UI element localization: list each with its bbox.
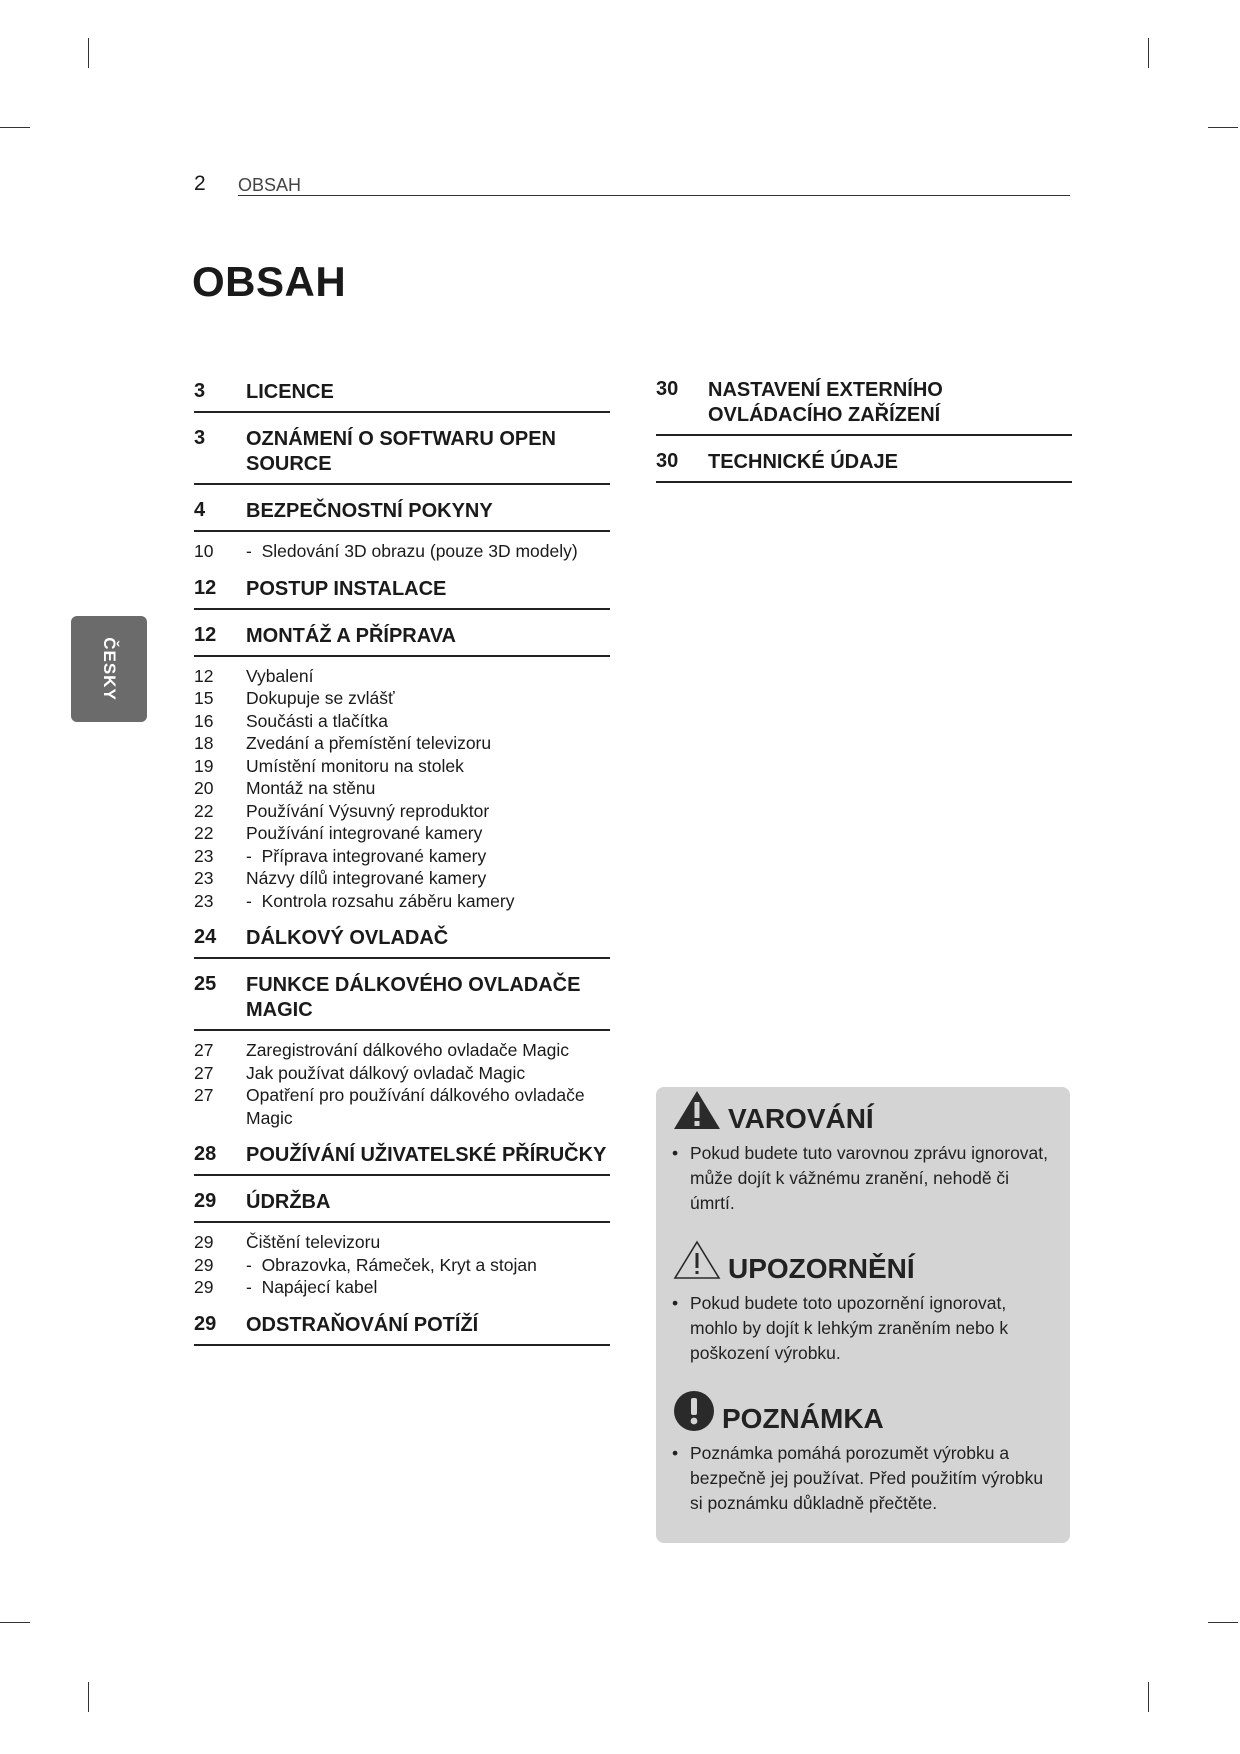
toc-subitem[interactable]: [194, 777, 610, 800]
toc-subitem-title: - Sledování 3D obrazu (pouze 3D modely): [246, 540, 610, 563]
toc-subitem[interactable]: [194, 1084, 610, 1129]
toc-section-heading[interactable]: [194, 499, 610, 532]
toc-subitem-page-number: 20: [194, 778, 214, 798]
toc-subitem-title: Zvedání a přemístění televizoru: [246, 733, 492, 753]
toc-section-title: NASTAVENÍ EXTERNÍHO OVLÁDACÍHO ZAŘÍZENÍ: [708, 379, 943, 426]
toc-subitem-page-number: 27: [194, 1040, 214, 1060]
language-tab: [71, 616, 147, 722]
toc-subitem[interactable]: [194, 1231, 610, 1254]
toc-subitem-title: Opatření pro používání dálkového ovladače Magic: [246, 1085, 585, 1128]
toc-section-page-number: 3: [194, 427, 206, 449]
language-tab-label: ČESKY: [100, 637, 119, 701]
toc-subitem-page-number: 10: [194, 541, 214, 561]
warning-text: • Pokud budete tuto varovnou zprávu ignorovat, může dojít k vážnému zranění, nehodě či úmrtí.: [672, 1141, 1056, 1216]
toc-section: [194, 1313, 610, 1346]
toc-subitem-list: [194, 665, 610, 913]
toc-section-title: BEZPEČNOSTNÍ POKYNY: [246, 500, 493, 522]
warning-triangle-filled-icon: [672, 1089, 722, 1131]
toc-subitem-title: - Obrazovka, Rámeček, Kryt a stojan: [246, 1254, 610, 1277]
toc-section: [194, 926, 610, 959]
toc-subitem-page-number: 19: [194, 755, 214, 776]
caution-title: UPOZORNĚNÍ: [728, 1253, 915, 1284]
toc-subitem-page-number: 23: [194, 845, 214, 866]
toc-subitem[interactable]: [194, 755, 610, 778]
crop-mark: [88, 1682, 89, 1712]
toc-section: [194, 973, 610, 1129]
toc-subitem[interactable]: [194, 800, 610, 823]
toc-subitem-title: Montáž na stěnu: [246, 778, 376, 798]
page-number: 2: [194, 172, 206, 195]
toc-subitem-title: Součásti a tlačítka: [246, 710, 389, 731]
toc-subitem-title: Čištění televizoru: [246, 1232, 381, 1252]
toc-subitem[interactable]: [194, 540, 610, 563]
caution-triangle-outline-icon: [672, 1239, 722, 1281]
toc-left-column: [194, 380, 610, 1360]
toc-section-heading[interactable]: [194, 1313, 610, 1346]
warning-title: VAROVÁNÍ: [728, 1103, 874, 1134]
page-title: OBSAH: [192, 258, 347, 305]
toc-section-title: OZNÁMENÍ O SOFTWARU OPEN SOURCE: [246, 428, 556, 475]
toc-subitem-title: Jak používat dálkový ovladač Magic: [246, 1062, 526, 1083]
toc-subitem-title: Umístění monitoru na stolek: [246, 755, 464, 776]
toc-section-title: LICENCE: [246, 381, 334, 403]
toc-section-page-number: 4: [194, 499, 206, 521]
toc-subitem-title: Používání integrované kamery: [246, 823, 483, 843]
toc-section-heading[interactable]: [194, 926, 610, 959]
exclamation-circle-icon: [672, 1389, 716, 1433]
toc-section-page-number: 24: [194, 926, 217, 948]
toc-section-page-number: 29: [194, 1312, 217, 1335]
toc-section-title: FUNKCE DÁLKOVÉHO OVLADAČE MAGIC: [246, 974, 581, 1021]
toc-section-title: POSTUP INSTALACE: [246, 577, 447, 600]
toc-section-page-number: 30: [656, 450, 679, 472]
toc-subitem-title: Dokupuje se zvlášť: [246, 688, 395, 708]
toc-subitem-page-number: 29: [194, 1254, 214, 1275]
toc-subitem[interactable]: [194, 890, 610, 913]
toc-subitem-page-number: 12: [194, 665, 214, 686]
toc-section: [194, 624, 610, 913]
toc-section-page-number: 12: [194, 623, 217, 646]
toc-section-title: ÚDRŽBA: [246, 1191, 331, 1213]
toc-section: [194, 1190, 610, 1299]
toc-subitem-list: [194, 540, 610, 563]
note-title: POZNÁMKA: [722, 1403, 884, 1434]
toc-section: [656, 378, 1072, 436]
toc-subitem[interactable]: [194, 710, 610, 733]
crop-mark: [1208, 127, 1238, 128]
toc-subitem-title: Názvy dílů integrované kamery: [246, 868, 487, 888]
toc-section-heading[interactable]: [194, 624, 610, 657]
toc-subitem-title: - Napájecí kabel: [246, 1276, 610, 1299]
toc-subitem[interactable]: [194, 845, 610, 868]
toc-section: [656, 450, 1072, 483]
crop-mark: [1148, 1682, 1149, 1712]
toc-subitem[interactable]: [194, 1039, 610, 1062]
toc-subitem-page-number: 15: [194, 688, 214, 708]
toc-section: [194, 380, 610, 413]
toc-section: [194, 427, 610, 485]
warning-notice: [672, 1089, 1056, 1216]
toc-section-page-number: 12: [194, 576, 217, 599]
toc-section-title: POUŽÍVÁNÍ UŽIVATELSKÉ PŘÍRUČKY: [246, 1144, 607, 1166]
toc-section-title: DÁLKOVÝ OVLADAČ: [246, 927, 449, 949]
toc-section-title: ODSTRAŇOVÁNÍ POTÍŽÍ: [246, 1313, 479, 1336]
notice-box: [656, 1087, 1070, 1543]
running-header: [194, 172, 1070, 196]
crop-mark: [0, 127, 30, 128]
toc-section: [194, 1143, 610, 1176]
toc-subitem[interactable]: [194, 1062, 610, 1085]
toc-subitem-list: [194, 1231, 610, 1299]
toc-section: [194, 577, 610, 610]
toc-section-title: MONTÁŽ A PŘÍPRAVA: [246, 624, 456, 647]
toc-subitem-page-number: 16: [194, 710, 214, 731]
caution-notice: [672, 1239, 1056, 1366]
toc-subitem[interactable]: [194, 822, 610, 845]
toc-section-page-number: 25: [194, 973, 217, 995]
toc-section-heading[interactable]: [194, 380, 610, 413]
toc-subitem[interactable]: [194, 732, 610, 755]
toc-subitem[interactable]: [194, 1254, 610, 1277]
toc-subitem-page-number: 29: [194, 1277, 214, 1297]
toc-subitem[interactable]: [194, 665, 610, 688]
toc-section-heading[interactable]: [194, 1190, 610, 1223]
toc-subitem-page-number: 23: [194, 868, 214, 888]
toc-section-page-number: 28: [194, 1143, 217, 1165]
toc-section: [194, 499, 610, 563]
toc-subitem-page-number: 27: [194, 1085, 214, 1105]
toc-section-page-number: 3: [194, 380, 206, 402]
toc-subitem-title: - Příprava integrované kamery: [246, 845, 610, 868]
toc-subitem[interactable]: [194, 867, 610, 890]
toc-subitem-page-number: 18: [194, 733, 214, 753]
crop-mark: [0, 1622, 30, 1623]
toc-section-heading[interactable]: [194, 1143, 610, 1176]
toc-section-page-number: 29: [194, 1190, 217, 1212]
crop-mark: [88, 38, 89, 68]
toc-subitem-title: Používání Výsuvný reproduktor: [246, 800, 490, 821]
note-text: • Poznámka pomáhá porozumět výrobku a bezpečně jej používat. Před použitím výrobku si poznámku důkladně přečtěte.: [672, 1441, 1056, 1516]
toc-section-page-number: 30: [656, 378, 679, 400]
toc-subitem[interactable]: [194, 687, 610, 710]
toc-section-heading[interactable]: [656, 450, 1072, 483]
header-rule: [238, 195, 1070, 196]
toc-subitem-title: - Kontrola rozsahu záběru kamery: [246, 890, 610, 913]
toc-section-heading[interactable]: [194, 577, 610, 610]
toc-section-heading[interactable]: [656, 378, 1072, 436]
toc-subitem[interactable]: [194, 1276, 610, 1299]
toc-subitem-page-number: 29: [194, 1232, 214, 1252]
toc-subitem-title: Zaregistrování dálkového ovladače Magic: [246, 1040, 569, 1060]
toc-section-title: TECHNICKÉ ÚDAJE: [708, 451, 899, 473]
toc-subitem-list: [194, 1039, 610, 1129]
caution-text: • Pokud budete toto upozornění ignorovat, mohlo by dojít k lehkým zraněním nebo k poškození výrobku.: [672, 1291, 1056, 1366]
toc-subitem-page-number: 22: [194, 800, 214, 821]
crop-mark: [1208, 1622, 1238, 1623]
toc-subitem-page-number: 22: [194, 823, 214, 843]
toc-subitem-page-number: 27: [194, 1062, 214, 1083]
toc-section-heading[interactable]: [194, 973, 610, 1031]
running-title: OBSAH: [238, 175, 302, 195]
note-notice: [672, 1389, 1056, 1516]
toc-section-heading[interactable]: [194, 427, 610, 485]
toc-subitem-page-number: 23: [194, 890, 214, 911]
crop-mark: [1148, 38, 1149, 68]
toc-subitem-title: Vybalení: [246, 665, 314, 686]
toc-right-column: [656, 378, 1072, 497]
